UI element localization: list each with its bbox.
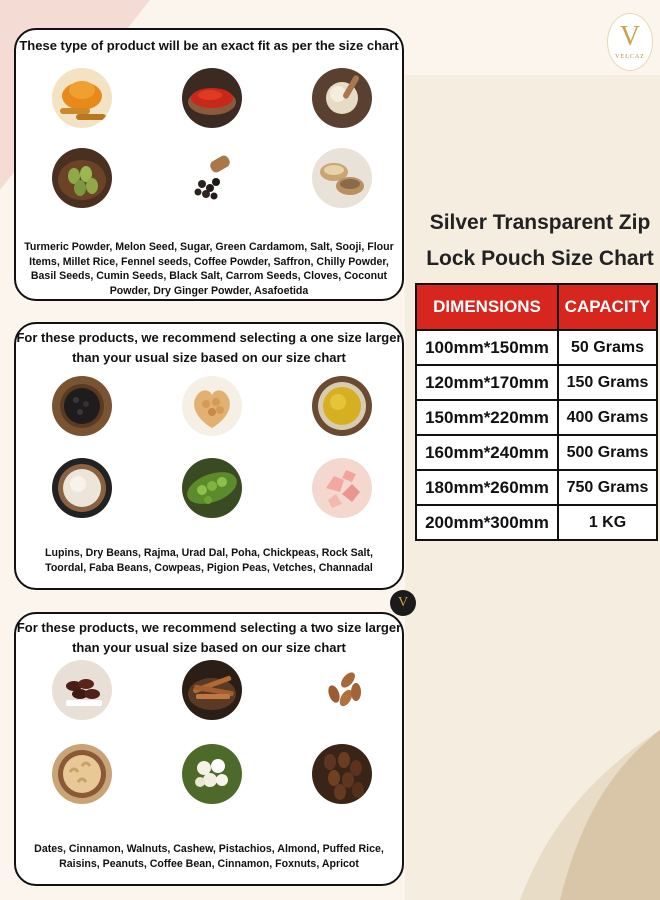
table-header-row bbox=[416, 284, 657, 330]
size-chart-title-line2: Lock Pouch Size Chart bbox=[426, 247, 654, 270]
poha-image bbox=[52, 458, 112, 518]
rice-grains-image bbox=[312, 68, 372, 128]
almonds-image bbox=[312, 660, 372, 720]
one-size-larger-card bbox=[14, 322, 404, 590]
card-title-line2: than your usual size based on our size chart bbox=[72, 640, 346, 655]
table-row bbox=[416, 330, 657, 365]
black-pepper-image bbox=[182, 148, 242, 208]
capacity-cell: 750 Grams bbox=[558, 470, 657, 505]
chickpeas-image bbox=[182, 376, 242, 436]
exact-fit-card bbox=[14, 28, 404, 301]
toor-dal-image bbox=[312, 376, 372, 436]
dimension-cell: 150mm*220mm bbox=[416, 400, 558, 435]
table-row bbox=[416, 400, 657, 435]
table-row bbox=[416, 505, 657, 540]
table-row bbox=[416, 435, 657, 470]
card-description: Turmeric Powder, Melon Seed, Sugar, Green Cardamom, Salt, Sooji, Flour Items, Millet Rice, Fennel seeds, Coffee Powder, Saffron, Chilly Powder, Basil Seeds, Cumin Seeds, Black Salt, Carrom Seeds, Cloves, Coconut Powder, Dry Ginger Powder, Asafoetida bbox=[24, 241, 394, 297]
capacity-cell: 50 Grams bbox=[558, 330, 657, 365]
card-title-line1: For these products, we recommend selecting a one size larger bbox=[16, 330, 402, 345]
dimension-cell: 160mm*240mm bbox=[416, 435, 558, 470]
card-title-line1: For these products, we recommend selecting a two size larger bbox=[16, 620, 402, 635]
logo-mark: V bbox=[619, 21, 641, 52]
dates-image bbox=[52, 660, 112, 720]
dimension-cell: 200mm*300mm bbox=[416, 505, 558, 540]
brand-logo bbox=[607, 13, 653, 71]
size-chart-table bbox=[415, 283, 658, 541]
capacity-cell: 500 Grams bbox=[558, 435, 657, 470]
dimension-cell: 100mm*150mm bbox=[416, 330, 558, 365]
jasmine-flowers-image bbox=[182, 744, 242, 804]
flour-scoops-image bbox=[312, 148, 372, 208]
capacity-cell: 400 Grams bbox=[558, 400, 657, 435]
chilli-powder-image bbox=[182, 68, 242, 128]
logo-name: VELCAZ bbox=[615, 54, 645, 60]
rock-salt-image bbox=[312, 458, 372, 518]
green-peas-image bbox=[182, 458, 242, 518]
capacity-cell: 1 KG bbox=[558, 505, 657, 540]
card-title: These type of product will be an exact fit as per the size chart bbox=[19, 38, 399, 53]
size-chart-title-line1: Silver Transparent Zip bbox=[429, 211, 651, 234]
coffee-beans-image bbox=[312, 744, 372, 804]
kraft-paper-decoration bbox=[460, 730, 660, 900]
cinnamon-image bbox=[182, 660, 242, 720]
watermark-logo: V bbox=[390, 590, 416, 616]
green-cardamom-image bbox=[52, 148, 112, 208]
card-description: Dates, Cinnamon, Walnuts, Cashew, Pistachios, Almond, Puffed Rice, Raisins, Peanuts, Coffee Bean, Cinnamon, Foxnuts, Apricot bbox=[34, 843, 384, 870]
card-title-line2: than your usual size based on our size chart bbox=[72, 350, 346, 365]
dimension-cell: 120mm*170mm bbox=[416, 365, 558, 400]
table-row bbox=[416, 470, 657, 505]
turmeric-powder-image bbox=[52, 68, 112, 128]
size-chart-title bbox=[420, 205, 660, 277]
black-beans-image bbox=[52, 376, 112, 436]
card-description: Lupins, Dry Beans, Rajma, Urad Dal, Poha, Chickpeas, Rock Salt, Toordal, Faba Beans, Cowpeas, Pigion Peas, Vetches, Channadal bbox=[45, 547, 373, 574]
column-header-dimensions: DIMENSIONS bbox=[416, 284, 558, 330]
cashews-image bbox=[52, 744, 112, 804]
table-row bbox=[416, 365, 657, 400]
capacity-cell: 150 Grams bbox=[558, 365, 657, 400]
column-header-capacity: CAPACITY bbox=[558, 284, 657, 330]
dimension-cell: 180mm*260mm bbox=[416, 470, 558, 505]
two-size-larger-card bbox=[14, 612, 404, 886]
